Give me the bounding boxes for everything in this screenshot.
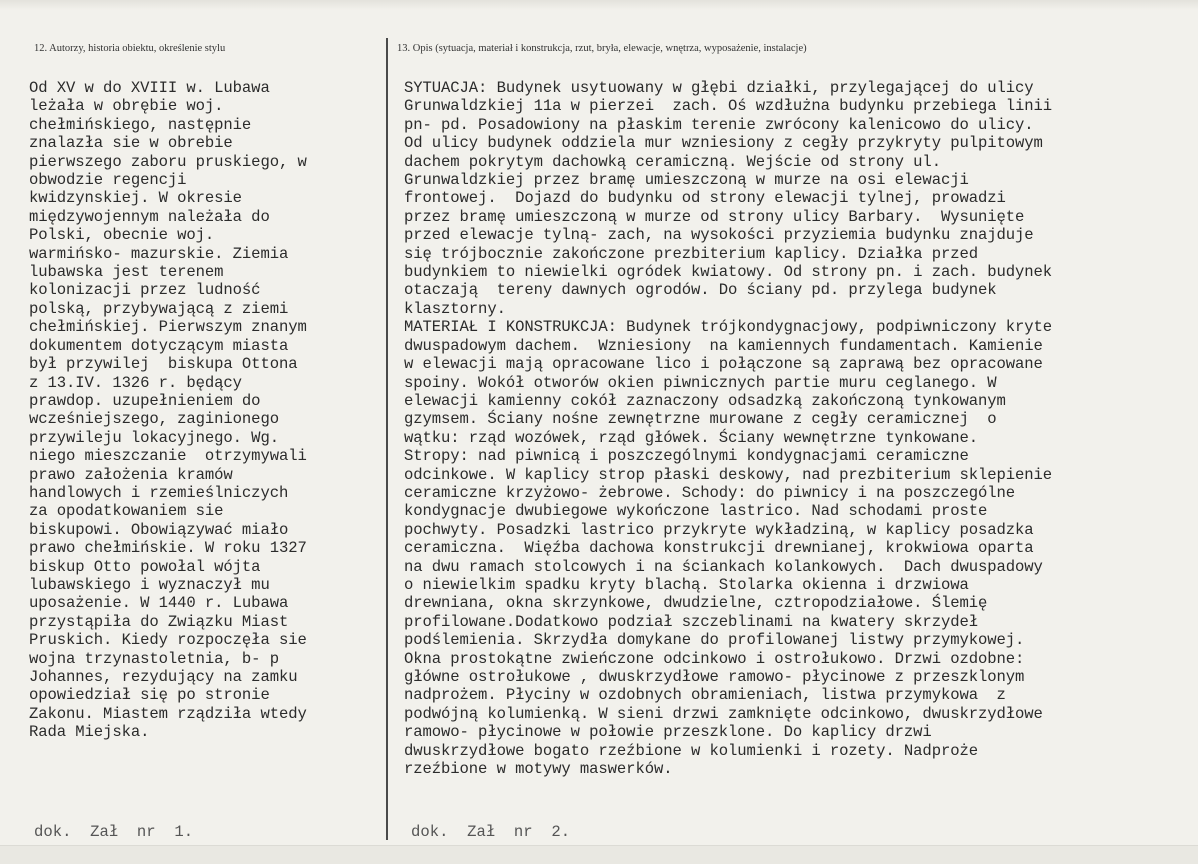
column-divider [386,38,388,840]
card-bottom-edge [0,845,1198,864]
attachment-ref-2: dok. Zał nr 2. [411,823,571,841]
card-top-edge [0,0,1198,10]
history-text: Od XV w do XVIII w. Lubawa leżała w obrębie woj. chełmińskiego, następnie znalazła sie w obrebie pierwszego zaboru pruskiego, w obwodzie regencji kwidzynskiej. W okresie międzywojennym należała do Polski, obecnie woj. warmińsko- mazurskie. Ziemia lubawska jest terenem kolonizacji przez ludność polską, przybywającą z ziemi chełmińskiej. Pierwszym znanym dokumentem dotyczącym miasta był przywilej biskupa Ottona z 13.IV. 1326 r. będący prawdop. uzupełnieniem do wcześniejszego, zaginionego przywileju lokacyjnego. Wg. niego mieszczanie otrzymywali prawo założenia kramów handlowych i rzemieślniczych za opodatkowaniem sie biskupowi. Obowiązywać miało prawo chełmińskie. W roku 1327 biskup Otto powołal wójta lubawskiego i wyznaczył mu uposażenie. W 1440 r. Lubawa przystąpiła do Związku Miast Pruskich. Kiedy rozpoczęła sie wojna trzynastoletnia, b- p Johannes, rezydujący na zamku opowiedział się po stronie Zakonu. Miastem rządziła wtedy Rada Miejska. [29,79,307,742]
attachment-ref-1: dok. Zał nr 1. [34,823,194,841]
section-13-header: 13. Opis (sytuacja, materiał i konstrukcja, rzut, bryła, elewacje, wnętrza, wyposażenie, instalacje) [397,43,807,54]
section-12-header: 12. Autorzy, historia obiektu, określenie stylu [34,43,226,54]
description-text: SYTUACJA: Budynek usytuowany w głębi działki, przylegającej do ulicy Grunwaldzkiej 11a w pierzei zach. Oś wzdłużna budynku przebiega linii pn- pd. Posadowiony na płaskim terenie zwrócony kalenicowo do ulicy. Od ulicy budynek oddziela mur wzniesiony z cegły przykryty pulpitowym dachem pokrytym dachowką ceramiczną. Wejście od strony ul. Grunwaldzkiej przez bramę umieszczoną w murze na osi elewacji frontowej. Dojazd do budynku od strony elewacji tylnej, prowadzi przez bramę umieszczoną w murze od strony ulicy Barbary. Wysunięte przed elewacje tylną- zach, na wysokości przyziemia budynku znajduje się trójbocznie zakończone prezbiterium kaplicy. Działka przed budynkiem to niewielki ogródek kwiatowy. Od strony pn. i zach. budynek otaczają tereny dawnych ogrodów. Do ściany pd. przylega budynek klasztorny. MATERIAŁ I KONSTRUKCJA: Budynek trójkondygnacjowy, podpiwniczony kryte dwuspadowym dachem. Wzniesiony na kamiennych fundamentach. Kamienie w elewacji mają opracowane lico i połączone są zaprawą bez opracowane spoiny. Wokół otworów okien piwnicznych partie muru ceglanego. W elewacji kamienny cokół zaznaczony odsadzką zakończoną tynkowanym gzymsem. Ściany nośne zewnętrzne murowane z cegły ceramicznej o wątku: rząd wozówek, rząd główek. Ściany wewnętrzne tynkowane. Stropy: nad piwnicą i poszczególnymi kondygnacjami ceramiczne odcinkowe. W kaplicy strop płaski deskowy, nad prezbiterium sklepienie ceramiczne krzyżowo- żebrowe. Schody: do piwnicy i na poszczególne kondygnacje dwubiegowe wykończone lastrico. Nad schodami proste pochwyty. Posadzki lastrico przykryte wykładziną, w kaplicy posadzka ceramiczna. Więźba dachowa konstrukcji drewnianej, krokwiowa oparta na dwu ramach stolcowych i na ściankach kolankowych. Dach dwuspadowy o niewielkim spadku kryty blachą. Stolarka okienna i drzwiowa drewniana, okna skrzynkowe, dwudzielne, cztropodziałowe. Ślemię profilowane.Dodatkowo podział szczeblinami na kwatery skrzydeł podślemienia. Skrzydła domykane do profilowanej listwy przymykowej. Okna prostokątne zwieńczone odcinkowo i ostrołukowo. Drzwi ozdobne: główne ostrołukowe , dwuskrzydłowe ramowo- płycinowe z przeszklonym nadprożem. Płyciny w ozdobnych obramieniach, listwa przymykowa z podwójną kolumienką. W sieni drzwi zamknięte odcinkowo, dwuskrzydłowe ramowo- płycinowe w połowie przeszklone. Do kaplicy drzwi dwuskrzydłowe bogato rzeźbione w kolumienki i rozety. Nadproże rzeźbione w motywy maswerków. [404,79,1053,779]
